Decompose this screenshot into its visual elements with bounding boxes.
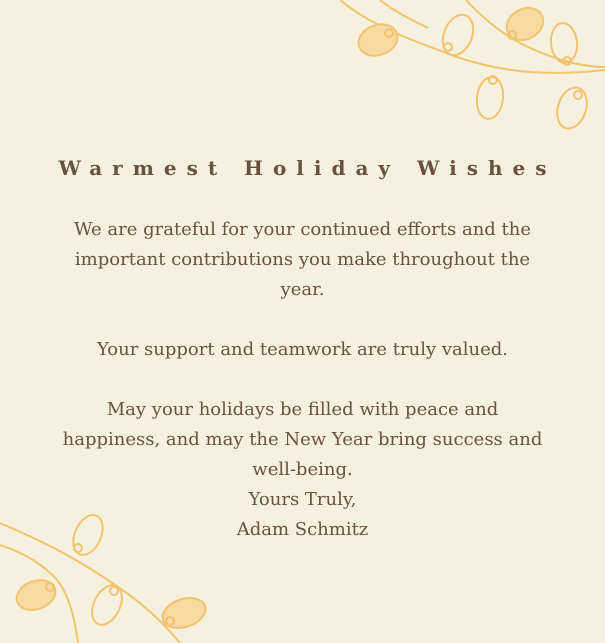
signature-block [0,485,605,545]
card-title: Warmest Holiday Wishes [58,156,557,180]
support-paragraph: Your support and teamwork are truly valued. [96,339,508,360]
gratitude-paragraph: We are grateful for your continued efforts and the important contributions you make throughout the year. [73,219,532,300]
signature-name: Adam Schmitz [236,519,369,540]
wishes-paragraph: May your holidays be filled with peace and happiness, and may the New Year bring success and well-being. [62,399,543,480]
closing-text: Yours Truly, [248,489,357,510]
